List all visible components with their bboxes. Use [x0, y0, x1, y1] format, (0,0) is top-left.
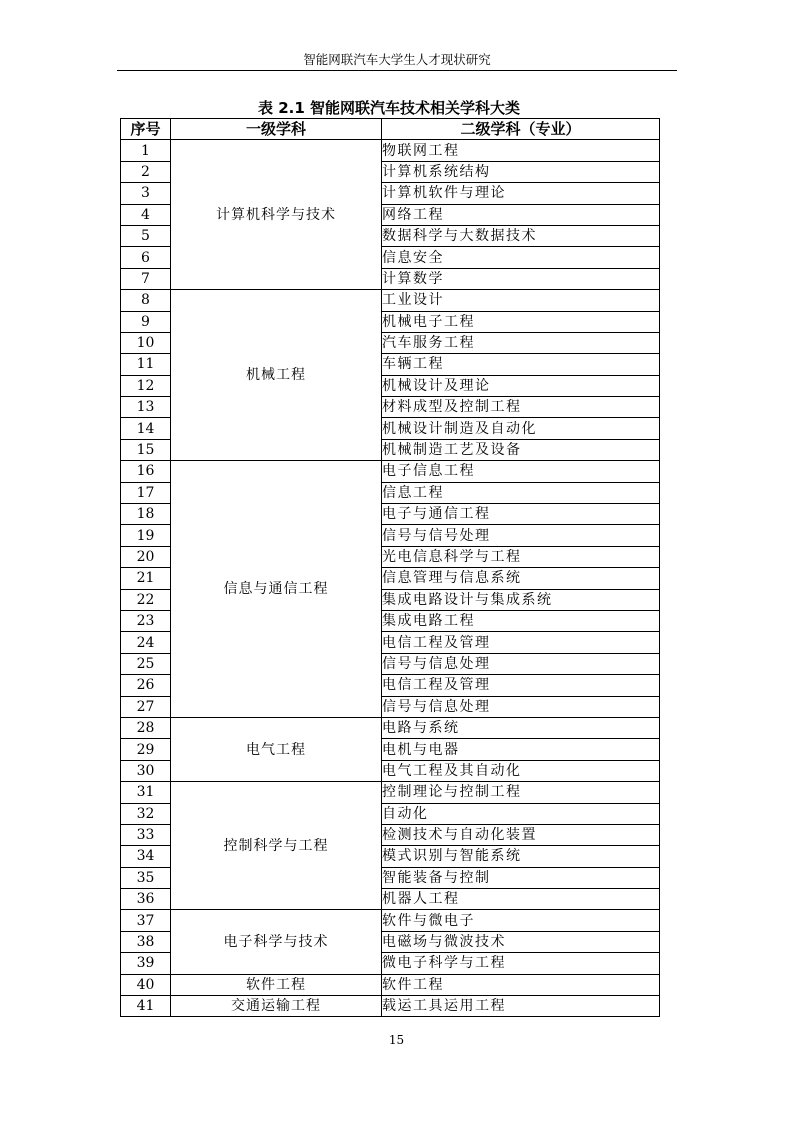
second-level-discipline: 模式识别与智能系统 — [382, 846, 660, 867]
table-row — [121, 461, 660, 482]
second-level-discipline: 检测技术与自动化装置 — [382, 824, 660, 845]
second-level-discipline: 信号与信号处理 — [382, 525, 660, 546]
col-header-number: 序号 — [121, 119, 171, 140]
row-number: 38 — [121, 931, 171, 952]
table-caption: 表 2.1 智能网联汽车技术相关学科大类 — [257, 99, 521, 117]
row-number: 12 — [121, 375, 171, 396]
second-level-discipline: 信息安全 — [382, 247, 660, 268]
second-level-discipline: 集成电路工程 — [382, 610, 660, 631]
row-number: 24 — [121, 632, 171, 653]
second-level-discipline: 数据科学与大数据技术 — [382, 225, 660, 246]
row-number: 16 — [121, 461, 171, 482]
second-level-discipline: 电路与系统 — [382, 717, 660, 738]
second-level-discipline: 软件与微电子 — [382, 910, 660, 931]
row-number: 6 — [121, 247, 171, 268]
second-level-discipline: 载运工具运用工程 — [382, 996, 660, 1017]
row-number: 22 — [121, 589, 171, 610]
row-number: 35 — [121, 867, 171, 888]
second-level-discipline: 电信工程及管理 — [382, 675, 660, 696]
table-row — [121, 910, 660, 931]
second-level-discipline: 电机与电器 — [382, 739, 660, 760]
table-body — [121, 140, 660, 1017]
row-number: 32 — [121, 803, 171, 824]
row-number: 37 — [121, 910, 171, 931]
row-number: 1 — [121, 140, 171, 161]
second-level-discipline: 计算机软件与理论 — [382, 183, 660, 204]
second-level-discipline: 电磁场与微波技术 — [382, 931, 660, 952]
first-level-discipline: 电气工程 — [171, 717, 382, 781]
row-number: 31 — [121, 782, 171, 803]
discipline-table — [120, 118, 660, 1017]
second-level-discipline: 信号与信息处理 — [382, 653, 660, 674]
row-number: 13 — [121, 397, 171, 418]
running-header: 智能网联汽车大学生人才现状研究 — [303, 52, 491, 67]
second-level-discipline: 电信工程及管理 — [382, 632, 660, 653]
row-number: 26 — [121, 675, 171, 696]
second-level-discipline: 集成电路设计与集成系统 — [382, 589, 660, 610]
first-level-discipline: 计算机科学与技术 — [171, 140, 382, 290]
first-level-discipline: 交通运输工程 — [171, 996, 382, 1017]
row-number: 28 — [121, 717, 171, 738]
row-number: 41 — [121, 996, 171, 1017]
table-row — [121, 290, 660, 311]
row-number: 10 — [121, 332, 171, 353]
table-row — [121, 996, 660, 1017]
second-level-discipline: 汽车服务工程 — [382, 332, 660, 353]
row-number: 39 — [121, 953, 171, 974]
row-number: 11 — [121, 354, 171, 375]
table-header-row — [121, 119, 660, 140]
row-number: 30 — [121, 760, 171, 781]
second-level-discipline: 机械设计制造及自动化 — [382, 418, 660, 439]
second-level-discipline: 物联网工程 — [382, 140, 660, 161]
table-row — [121, 974, 660, 995]
row-number: 40 — [121, 974, 171, 995]
row-number: 5 — [121, 225, 171, 246]
second-level-discipline: 网络工程 — [382, 204, 660, 225]
second-level-discipline: 软件工程 — [382, 974, 660, 995]
second-level-discipline: 自动化 — [382, 803, 660, 824]
row-number: 36 — [121, 889, 171, 910]
first-level-discipline: 控制科学与工程 — [171, 782, 382, 910]
second-level-discipline: 信号与信息处理 — [382, 696, 660, 717]
header-rule — [117, 70, 677, 71]
table-row — [121, 717, 660, 738]
row-number: 27 — [121, 696, 171, 717]
row-number: 4 — [121, 204, 171, 225]
second-level-discipline: 计算机系统结构 — [382, 161, 660, 182]
second-level-discipline: 控制理论与控制工程 — [382, 782, 660, 803]
second-level-discipline: 工业设计 — [382, 290, 660, 311]
first-level-discipline: 电子科学与技术 — [171, 910, 382, 974]
second-level-discipline: 机械制造工艺及设备 — [382, 439, 660, 460]
col-header-second-level: 二级学科（专业） — [382, 119, 660, 140]
second-level-discipline: 电子与通信工程 — [382, 504, 660, 525]
row-number: 18 — [121, 504, 171, 525]
second-level-discipline: 电气工程及其自动化 — [382, 760, 660, 781]
row-number: 33 — [121, 824, 171, 845]
second-level-discipline: 机械设计及理论 — [382, 375, 660, 396]
table-row — [121, 782, 660, 803]
row-number: 3 — [121, 183, 171, 204]
table-row — [121, 140, 660, 161]
second-level-discipline: 信息管理与信息系统 — [382, 568, 660, 589]
second-level-discipline: 信息工程 — [382, 482, 660, 503]
second-level-discipline: 车辆工程 — [382, 354, 660, 375]
row-number: 29 — [121, 739, 171, 760]
second-level-discipline: 微电子科学与工程 — [382, 953, 660, 974]
second-level-discipline: 机器人工程 — [382, 889, 660, 910]
second-level-discipline: 光电信息科学与工程 — [382, 546, 660, 567]
row-number: 8 — [121, 290, 171, 311]
row-number: 25 — [121, 653, 171, 674]
row-number: 20 — [121, 546, 171, 567]
page-number: 15 — [388, 1033, 405, 1047]
first-level-discipline: 机械工程 — [171, 290, 382, 461]
row-number: 34 — [121, 846, 171, 867]
second-level-discipline: 机械电子工程 — [382, 311, 660, 332]
first-level-discipline: 软件工程 — [171, 974, 382, 995]
second-level-discipline: 智能装备与控制 — [382, 867, 660, 888]
second-level-discipline: 材料成型及控制工程 — [382, 397, 660, 418]
row-number: 21 — [121, 568, 171, 589]
first-level-discipline: 信息与通信工程 — [171, 461, 382, 718]
row-number: 17 — [121, 482, 171, 503]
row-number: 19 — [121, 525, 171, 546]
second-level-discipline: 计算数学 — [382, 268, 660, 289]
row-number: 14 — [121, 418, 171, 439]
row-number: 2 — [121, 161, 171, 182]
row-number: 23 — [121, 610, 171, 631]
col-header-first-level: 一级学科 — [171, 119, 382, 140]
row-number: 9 — [121, 311, 171, 332]
row-number: 7 — [121, 268, 171, 289]
second-level-discipline: 电子信息工程 — [382, 461, 660, 482]
row-number: 15 — [121, 439, 171, 460]
